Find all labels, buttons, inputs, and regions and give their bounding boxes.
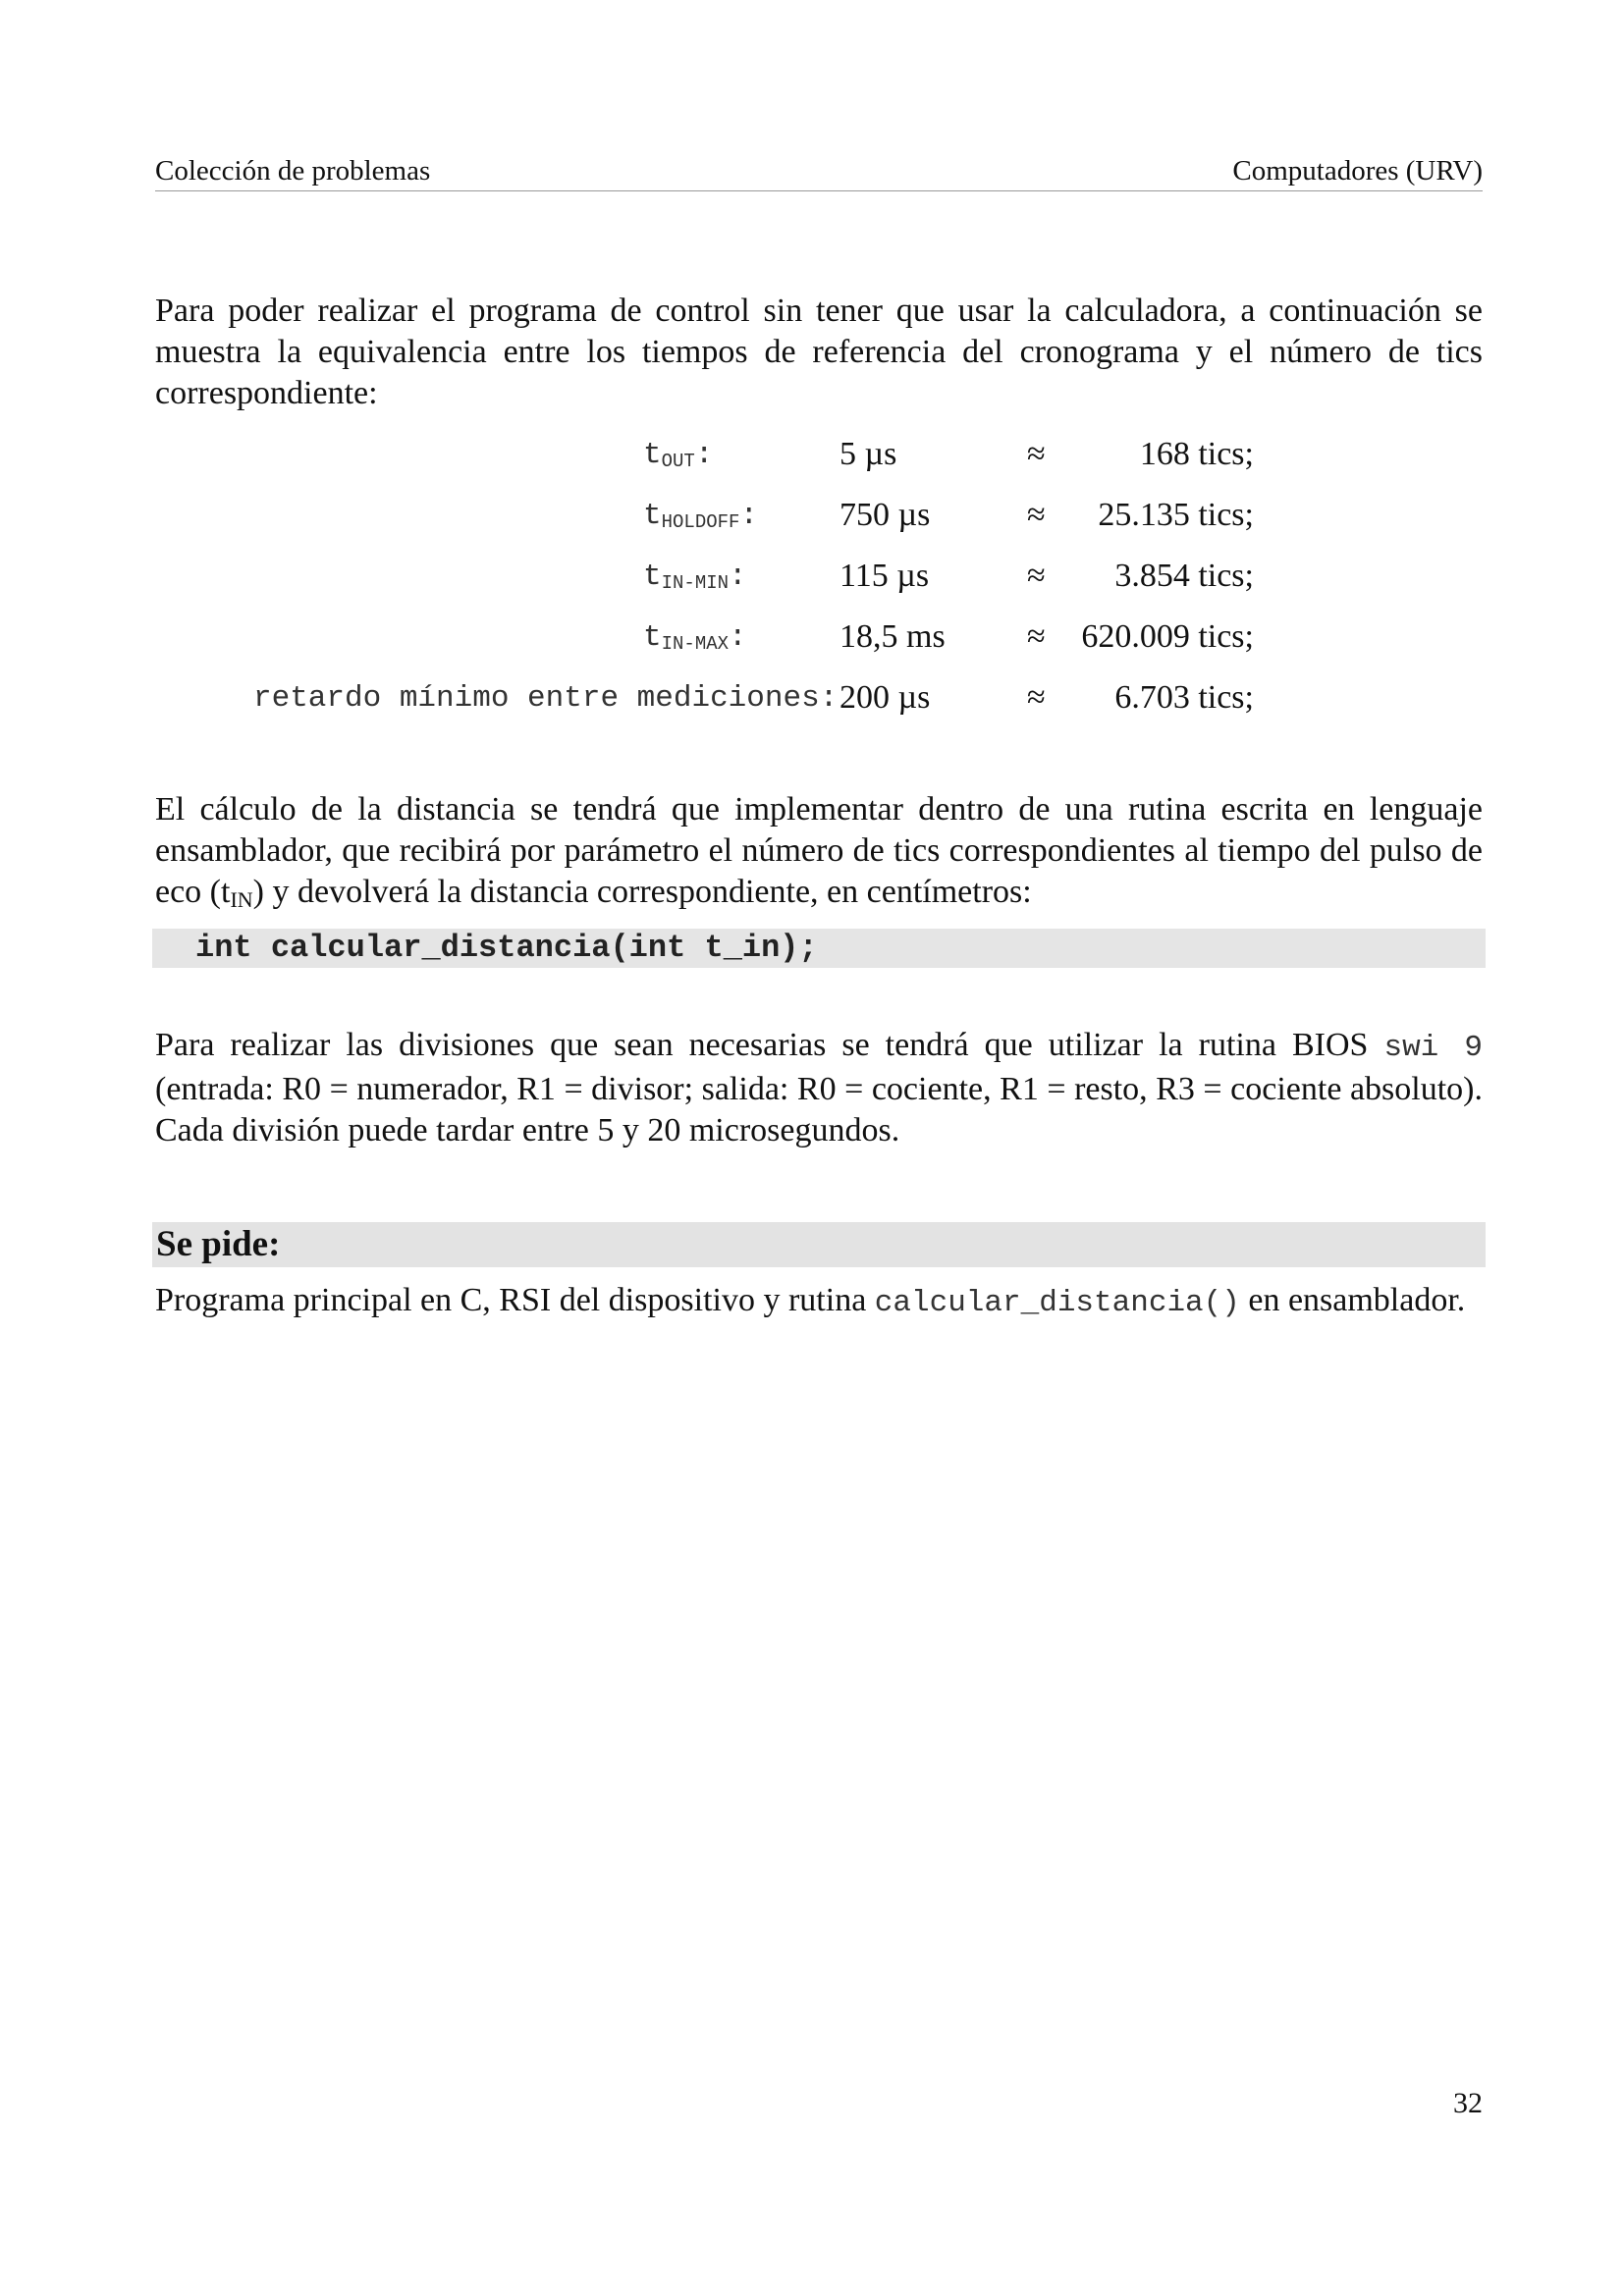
timing-row [0,493,1624,554]
approx-symbol: ≈ [1027,558,1046,594]
request-paragraph: Programa principal en C, RSI del dispositivo y rutina calcular_distancia() en ensamblador. [155,1282,1466,1320]
timing-value: 750 µs [839,497,931,533]
inline-code-swi: swi 9 [1383,1031,1484,1065]
distance-paragraph: El cálculo de la distancia se tendrá que implementar dentro de una rutina escrita en lenguaje ensamblador, que recibirá por parámetro el número de tics correspondientes al tiempo del pulso de eco $(t_{IN})$ y devolverá la distancia correspondiente, en centímetros: [155,791,1483,912]
timing-label: $t_{IN-MAX}$: [643,620,747,655]
header-right-title: Computadores (URV) [1232,155,1483,187]
timing-tics: 3.854 tics; [1114,558,1254,594]
timing-row [0,614,1624,675]
timing-tics: 620.009 tics; [1081,618,1254,655]
timing-row [0,675,1624,736]
approx-symbol: ≈ [1027,436,1046,472]
timing-row [0,554,1624,614]
timing-value: 18,5 ms [839,618,946,655]
timing-label: $t_{HOLDOFF}$: [643,499,759,533]
page-number: 32 [1453,2087,1483,2119]
section-title: Se pide: [156,1224,281,1264]
timing-label: $t_{OUT}$: [643,438,714,472]
inline-code-function: calcular_distancia() [874,1286,1240,1320]
code-signature-block [152,929,1486,968]
timing-label: $t_{IN-MIN}$: [643,560,747,594]
page-header [155,155,1483,191]
intro-paragraph: Para poder realizar el programa de control sin tener que usar la calculadora, a continuación se muestra la equivalencia entre los tiempos de referencia del cronograma y el número de tics correspondiente: [155,293,1483,411]
timing-tics: 168 tics; [1139,436,1254,472]
header-left-title: Colección de problemas [155,155,431,187]
timing-value: 115 µs [839,558,930,594]
timing-tics: 6.703 tics; [1114,679,1254,716]
timing-label: retardo mínimo entre mediciones: [253,681,839,716]
timing-tics: 25.135 tics; [1098,497,1254,533]
approx-symbol: ≈ [1027,679,1046,716]
code-signature: int calcular_distancia(int t_in); [195,930,818,966]
section-heading-bar [152,1222,1486,1267]
division-paragraph: Para realizar las divisiones que sean necesarias se tendrá que utilizar la rutina BIOS swi 9 (entrada: R0 = numerador, R1 = divisor; salida: R0 = cociente, R1 = resto, R3 = cociente absoluto). Cada división puede tardar entre 5 y 20 microsegundos. [155,1027,1484,1148]
approx-symbol: ≈ [1027,497,1046,533]
timing-row [0,432,1624,493]
timing-value: 5 µs [839,436,897,472]
approx-symbol: ≈ [1027,618,1046,655]
timing-value: 200 µs [839,679,931,716]
